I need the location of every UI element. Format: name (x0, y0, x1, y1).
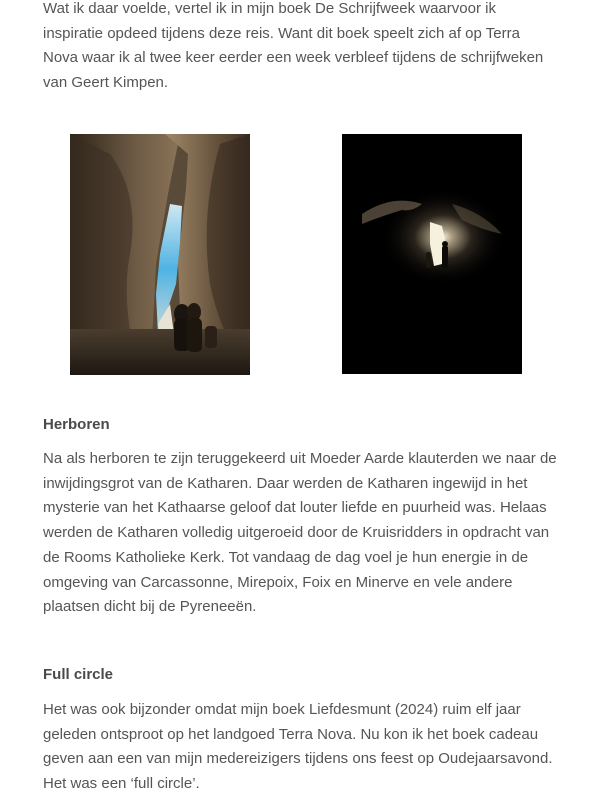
section-heading-herboren: Herboren (43, 416, 110, 433)
intro-paragraph: Wat ik daar voelde, vertel ik in mijn boek De Schrijfweek waarvoor ik inspiratie opdeed tijdens deze reis. Want dit boek speelt zich af op Terra Nova waar ik al twee keer eerder een week verbleef tijdens de schrijfweken van Geert Kimpen. (43, 0, 544, 92)
full-circle-paragraph: Het was ook bijzonder omdat mijn boek Liefdesmunt (2024) ruim elf jaar geleden ontsproot op het landgoed Terra Nova. Nu kon ik het boek cadeau geven aan een van mijn medereizigers tijdens ons feest op Oudejaarsavond. Het was een ‘full circle’. (43, 701, 553, 793)
photo-row (43, 134, 558, 375)
cave-photo (70, 134, 250, 375)
dark-cave-photo (342, 134, 522, 374)
section-heading-full-circle: Full circle (43, 666, 114, 683)
herboren-paragraph: Na als herboren te zijn teruggekeerd uit Moeder Aarde klauterden we naar de inwijdingsgrot van de Katharen. Daar werden de Katharen ingewijd in het mysterie van het Kathaarse geloof dat louter liefde en puurheid was. Helaas werden de Katharen volledig uitgeroeid door de Kruisridders in opdracht van de Rooms Katholieke Kerk. Tot vandaag de dag voel je hun energie in de omgeving van Carcassonne, Mirepoix, Foix en Minerve en vele andere plaatsen dicht bij de Pyreneeën. (43, 450, 557, 616)
